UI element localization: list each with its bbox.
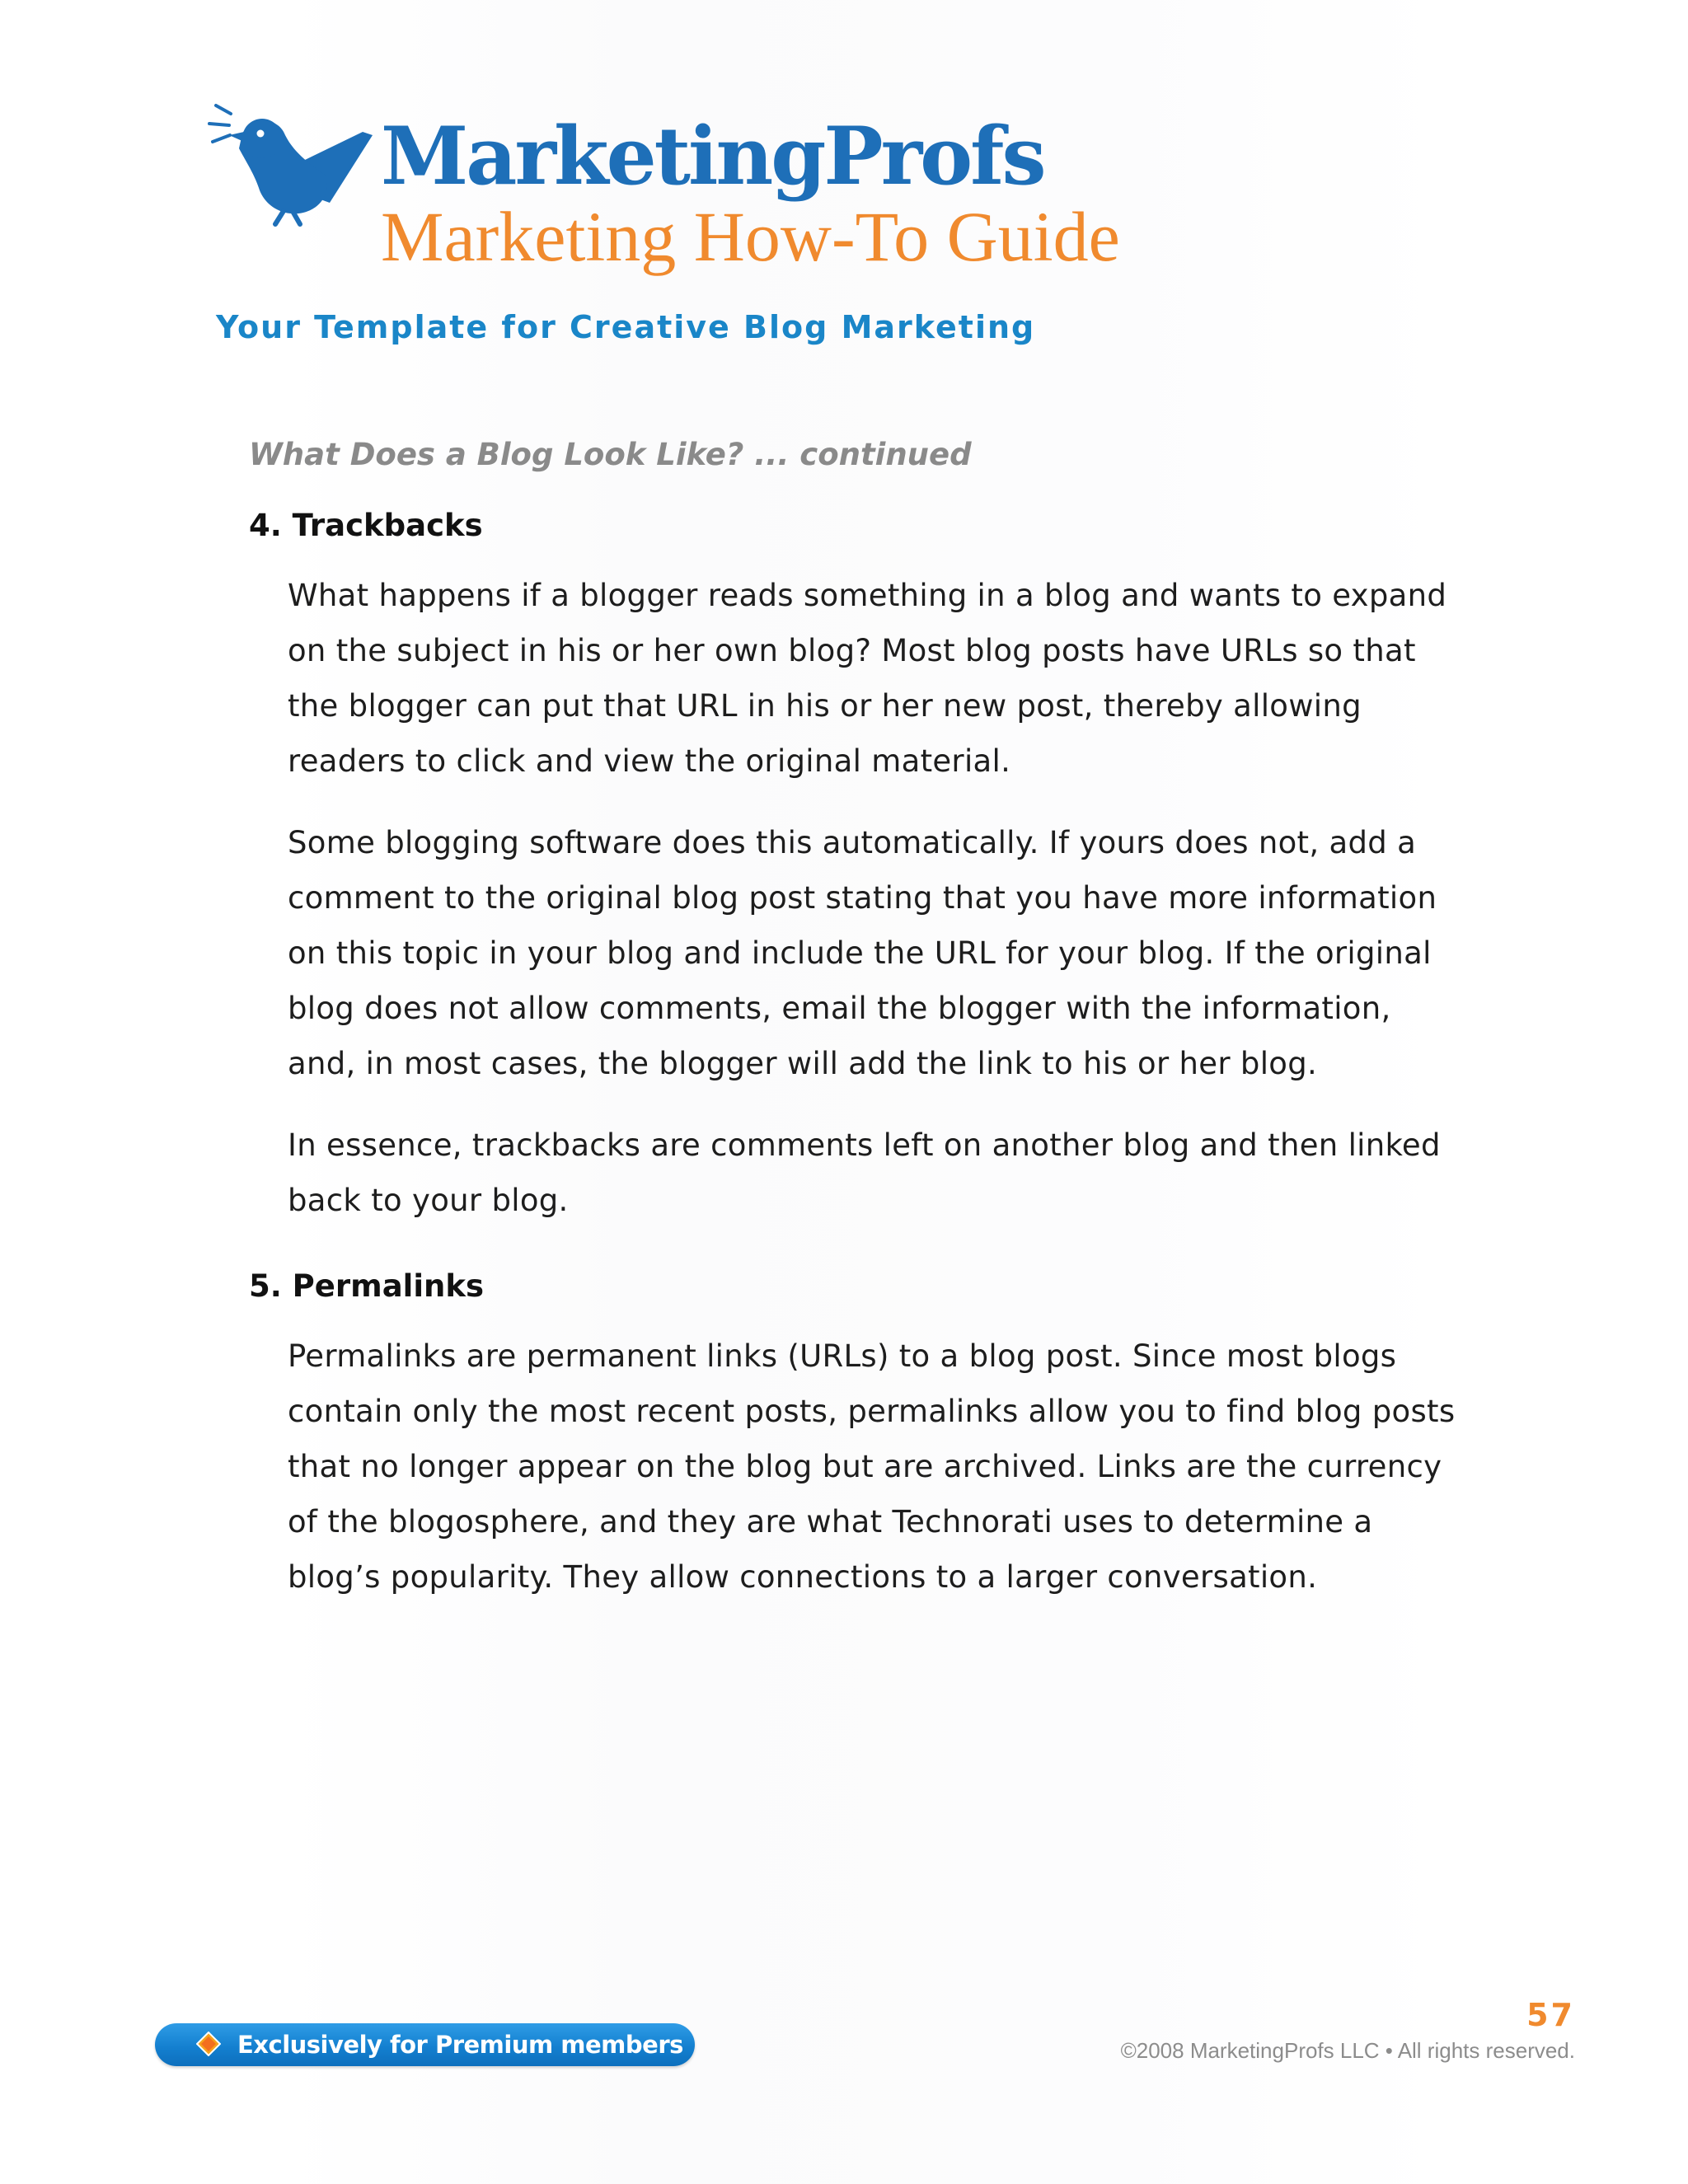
- text-line: on the subject in his or her own blog? Most blog posts have URLs so that: [288, 633, 1416, 668]
- text-line: blog’s popularity. They allow connections to a larger conversation.: [288, 1559, 1318, 1595]
- text-line: blog does not allow comments, email the blogger with the information,: [288, 991, 1391, 1026]
- text-line: In essence, trackbacks are comments left on another blog and then linked: [288, 1127, 1441, 1163]
- template-title: Your Template for Creative Blog Marketing: [216, 309, 1036, 345]
- text-line: on this topic in your blog and include the URL for your blog. If the original: [288, 935, 1432, 971]
- page-number: 57: [1526, 1997, 1575, 2033]
- paragraph-trackbacks-2: [288, 815, 1458, 1091]
- diamond-icon: [196, 2032, 221, 2056]
- paragraph-trackbacks-3: [288, 1118, 1458, 1228]
- text-line: contain only the most recent posts, permalinks allow you to find blog posts: [288, 1394, 1456, 1429]
- section-continued-heading: What Does a Blog Look Like? ... continued: [249, 437, 972, 472]
- brand-name: MarketingProfs: [381, 110, 1044, 203]
- bird-logo-icon: [208, 99, 381, 231]
- text-line: What happens if a blogger reads something in a blog and wants to expand: [288, 578, 1447, 613]
- paragraph-permalinks-1: [288, 1329, 1458, 1605]
- text-line: of the blogosphere, and they are what Technorati uses to determine a: [288, 1504, 1373, 1540]
- text-line: that no longer appear on the blog but are archived. Links are the currency: [288, 1449, 1442, 1484]
- premium-members-badge: [155, 2023, 695, 2066]
- guide-title: Marketing How-To Guide: [381, 197, 1120, 276]
- text-line: Some blogging software does this automatically. If yours does not, add a: [288, 825, 1417, 860]
- text-line: back to your blog.: [288, 1183, 569, 1218]
- paragraph-trackbacks-1: [288, 568, 1458, 789]
- item-heading-trackbacks: 4. Trackbacks: [249, 508, 483, 543]
- copyright-notice: ©2008 MarketingProfs LLC • All rights reserved.: [1120, 2038, 1575, 2063]
- text-line: and, in most cases, the blogger will add the link to his or her blog.: [288, 1046, 1318, 1081]
- premium-label: Exclusively for Premium members: [237, 2031, 683, 2059]
- text-line: comment to the original blog post stating that you have more information: [288, 880, 1437, 916]
- item-heading-permalinks: 5. Permalinks: [249, 1268, 484, 1304]
- text-line: readers to click and view the original material.: [288, 743, 1011, 779]
- text-line: the blogger can put that URL in his or her new post, thereby allowing: [288, 688, 1362, 724]
- text-line: Permalinks are permanent links (URLs) to a blog post. Since most blogs: [288, 1338, 1397, 1374]
